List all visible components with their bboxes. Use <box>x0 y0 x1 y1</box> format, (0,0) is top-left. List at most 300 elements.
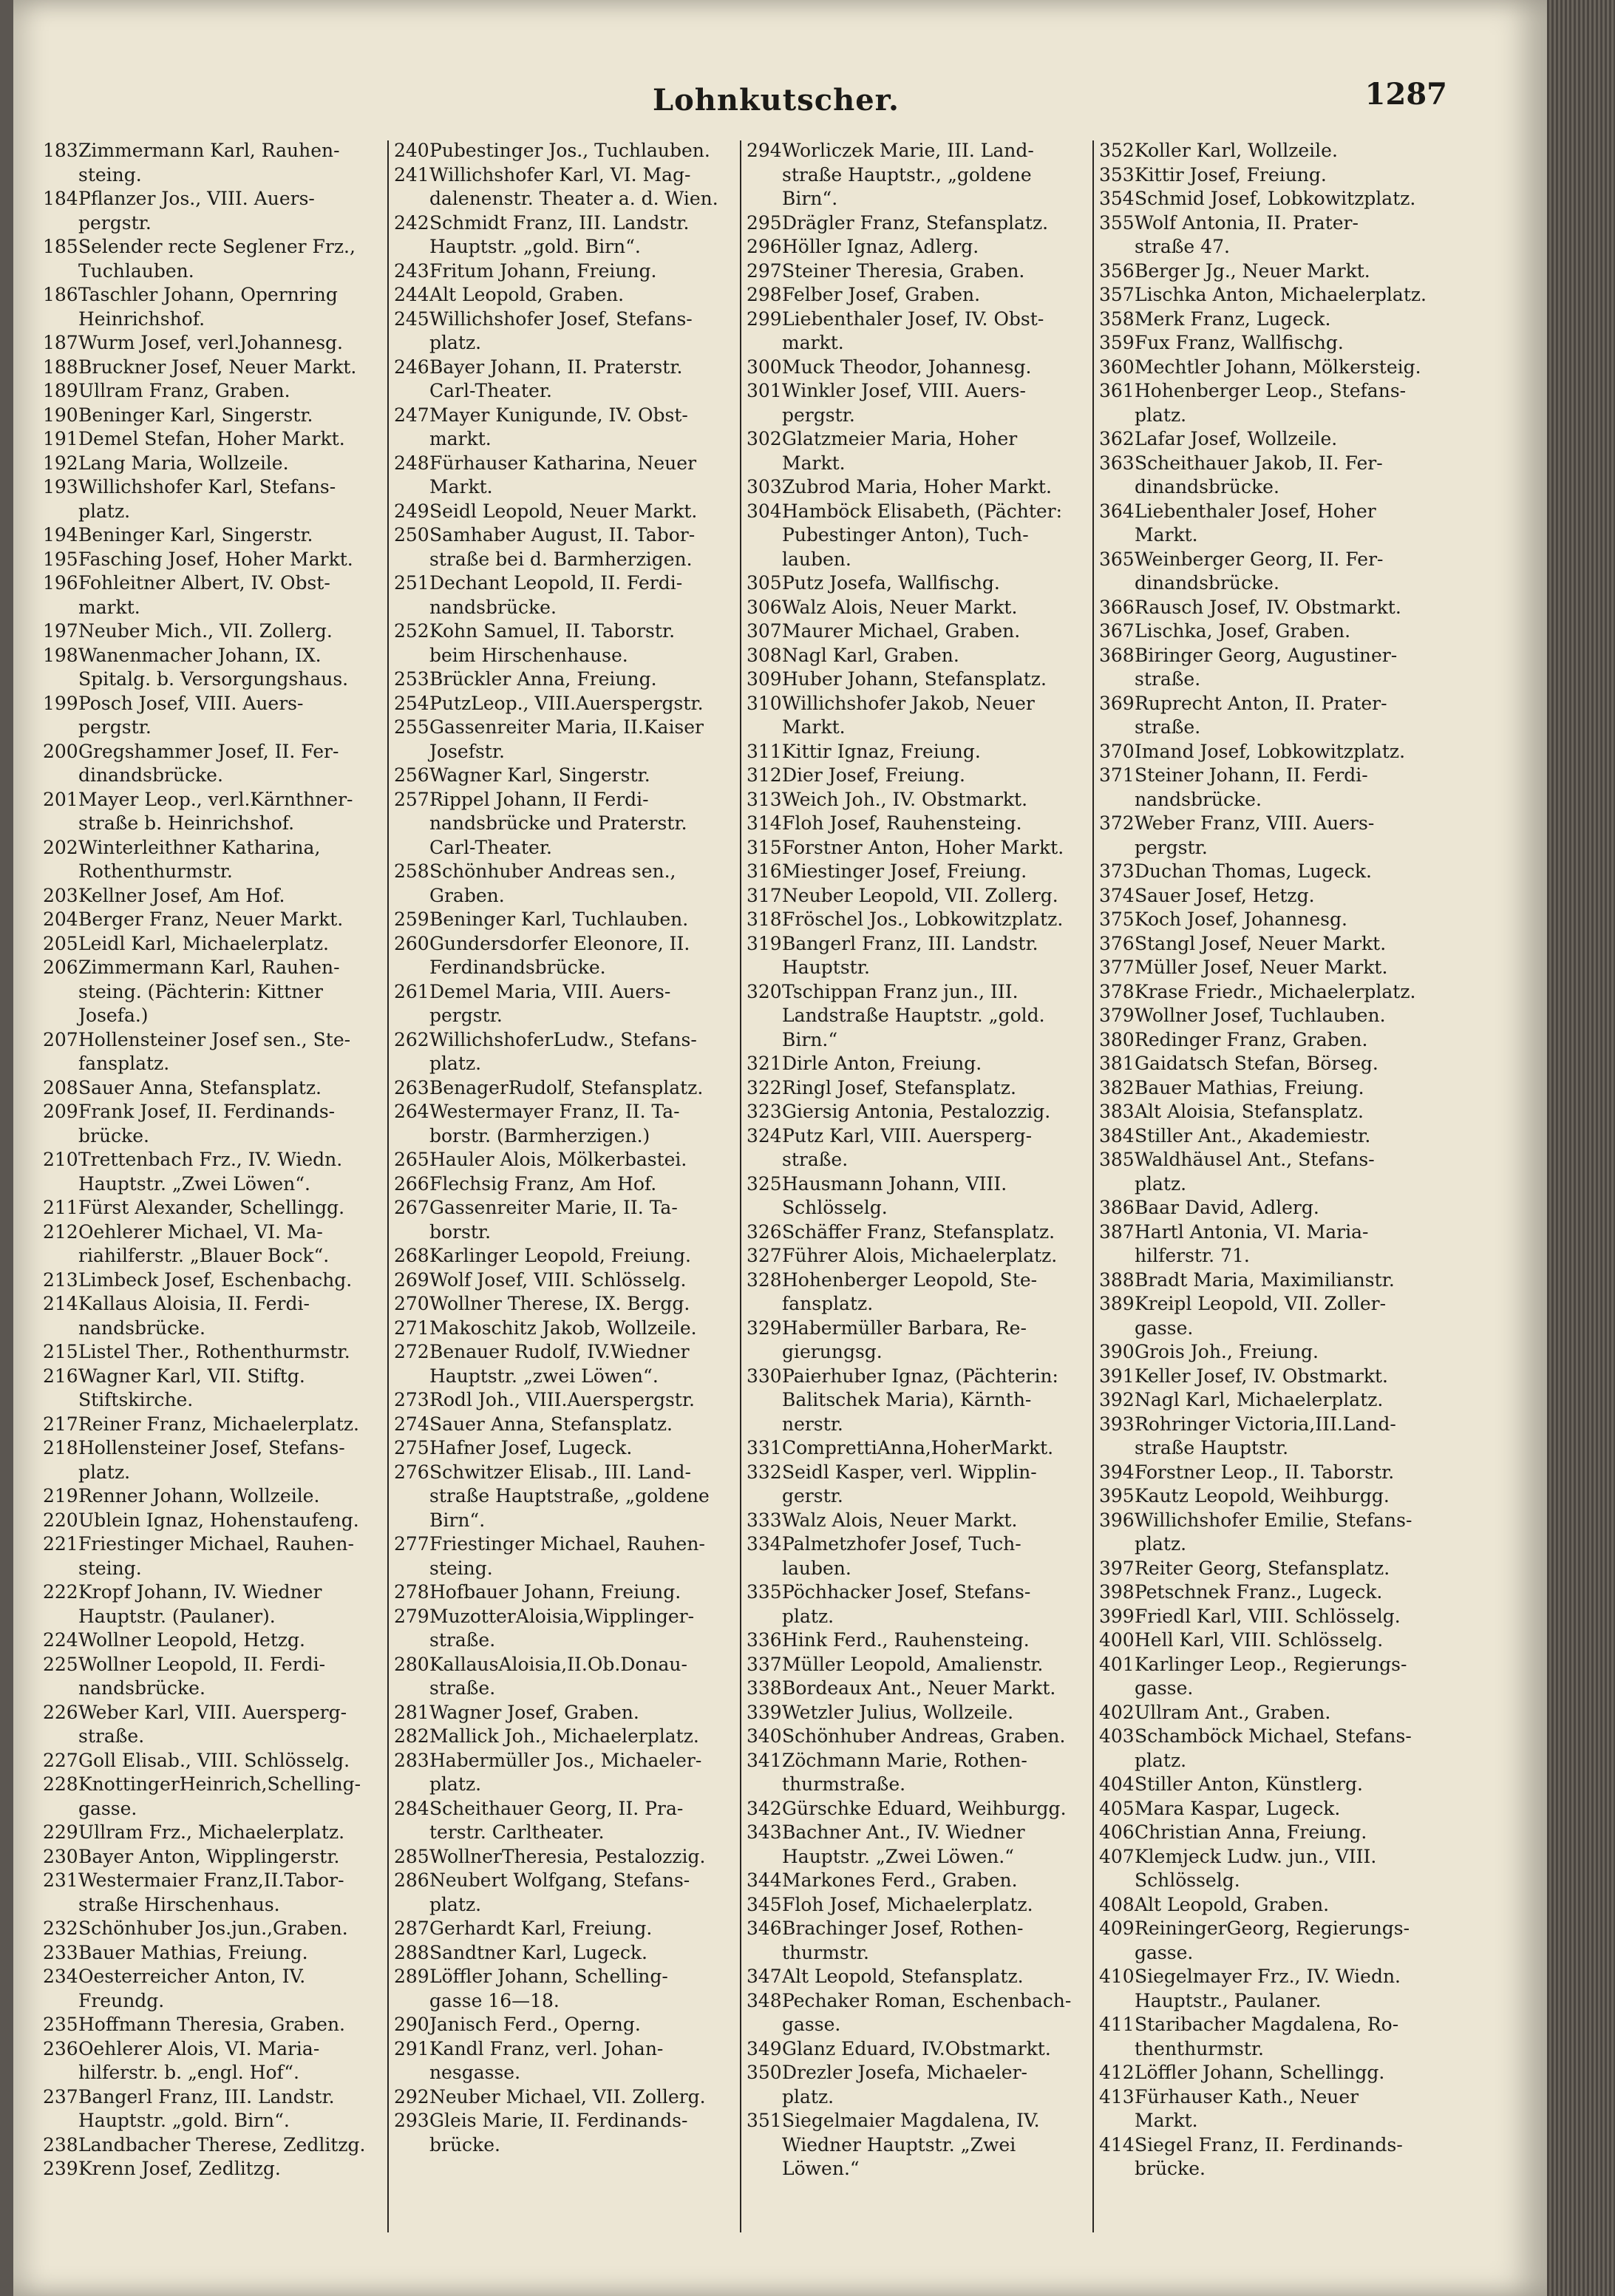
entry-line: Tschippan Franz jun., III. <box>782 980 1019 1002</box>
page-heading: Lohnkutscher. <box>653 83 900 118</box>
directory-entry <box>43 571 383 619</box>
entry-number: 304 <box>747 500 782 522</box>
entry-line: Birn“. <box>782 188 838 209</box>
directory-entry <box>394 2109 734 2157</box>
entry-line: Zimmermann Karl, Rauhen- <box>78 140 340 161</box>
entry-line: Siegel Franz, II. Ferdinands- <box>1135 2133 1403 2156</box>
directory-entry <box>43 1628 383 1653</box>
entry-text <box>1135 1821 1439 1845</box>
entry-line: Reiter Georg, Stefansplatz. <box>1135 1557 1390 1579</box>
entry-line: Carl-Theater. <box>429 380 553 401</box>
entry-number: 307 <box>747 620 782 642</box>
entry-text <box>429 283 734 308</box>
directory-entry <box>394 1388 734 1413</box>
entry-text <box>78 571 383 619</box>
entry-number: 264 <box>394 1101 429 1122</box>
directory-entry <box>43 139 383 187</box>
entry-line: Bangerl Franz, III. Landstr. <box>78 2085 335 2108</box>
entry-text <box>78 692 383 740</box>
entry-number: 251 <box>394 572 429 594</box>
directory-entry <box>747 1797 1087 1821</box>
entry-text <box>1135 283 1439 308</box>
entry-number: 196 <box>43 572 78 594</box>
entry-text <box>78 1821 383 1845</box>
entry-text <box>782 139 1087 211</box>
entry-line: markt. <box>78 596 140 618</box>
entry-line: gasse. <box>78 1797 137 1819</box>
directory-entry <box>1099 308 1439 332</box>
entry-line: Fürst Alexander, Schellingg. <box>78 1197 345 1218</box>
entry-number: 201 <box>43 788 78 810</box>
entry-line: Hofbauer Johann, Freiung. <box>429 1581 681 1603</box>
directory-entry <box>43 1773 383 1821</box>
entry-text <box>1135 1196 1439 1220</box>
entry-text <box>429 1076 734 1101</box>
entry-line: Weinberger Georg, II. Fer- <box>1135 548 1384 570</box>
entry-text <box>782 740 1087 764</box>
entry-line: Friestinger Michael, Rauhen- <box>78 1533 354 1555</box>
entry-line: Willichshofer Emilie, Stefans- <box>1135 1509 1412 1531</box>
entry-line: Selender recte Seglener Frz., <box>78 236 356 257</box>
entry-text <box>1135 1509 1439 1557</box>
entry-text <box>429 1436 734 1461</box>
entry-text <box>78 740 383 788</box>
entry-line: Liebenthaler Josef, Hoher <box>1135 500 1376 522</box>
entry-number: 298 <box>747 284 782 305</box>
entry-text <box>1135 1148 1439 1196</box>
directory-entry <box>394 860 734 908</box>
entry-number: 279 <box>394 1605 429 1627</box>
entry-line: lauben. <box>782 1557 851 1579</box>
entry-number: 238 <box>43 2133 78 2156</box>
entry-text <box>1135 1580 1439 1605</box>
directory-entry <box>1099 1725 1439 1773</box>
entry-line: Hollensteiner Josef sen., Ste- <box>78 1028 351 1050</box>
entry-line: Stiller Ant., Akademiestr. <box>1135 1124 1371 1147</box>
directory-entry <box>1099 1701 1439 1725</box>
entry-text <box>782 980 1087 1053</box>
entry-number: 312 <box>747 764 782 786</box>
entry-line: Forstner Leop., II. Taborstr. <box>1135 1461 1395 1483</box>
entry-number: 188 <box>43 356 78 378</box>
entry-number: 217 <box>43 1413 78 1435</box>
entry-line: KallausAloisia,II.Ob.Donau- <box>429 1653 687 1675</box>
entry-number: 310 <box>747 692 782 714</box>
directory-entry <box>43 1365 383 1413</box>
entry-text <box>1135 1653 1439 1701</box>
directory-entry <box>1099 331 1439 356</box>
entry-number: 194 <box>43 524 78 546</box>
directory-entry <box>1099 860 1439 884</box>
entry-line: Hink Ferd., Rauhensteing. <box>782 1629 1030 1651</box>
entry-line: Freundg. <box>78 1989 165 2011</box>
entry-line: Felber Josef, Graben. <box>782 284 981 305</box>
entry-text <box>429 1725 734 1749</box>
entry-line: Gregshammer Josef, II. Fer- <box>78 740 339 762</box>
entry-line: Wollner Leopold, II. Ferdi- <box>78 1653 326 1675</box>
entry-text <box>1135 1004 1439 1028</box>
directory-entry <box>747 668 1087 692</box>
entry-number: 239 <box>43 2158 78 2179</box>
entry-number: 209 <box>43 1101 78 1122</box>
directory-entry <box>43 427 383 452</box>
entry-number: 214 <box>43 1293 78 1314</box>
entry-text <box>1135 1365 1439 1389</box>
entry-number: 212 <box>43 1220 78 1243</box>
entry-line: Makoschitz Jakob, Wollzeile. <box>429 1317 697 1339</box>
directory-entry <box>1099 1292 1439 1340</box>
entry-text <box>78 283 383 331</box>
entry-number: 309 <box>747 668 782 690</box>
entry-text <box>78 1292 383 1340</box>
entry-text <box>429 1172 734 1197</box>
entry-text <box>429 1845 734 1869</box>
entry-text <box>78 932 383 957</box>
entry-line: Forstner Anton, Hoher Markt. <box>782 836 1064 858</box>
directory-entry <box>43 1701 383 1749</box>
entry-number: 364 <box>1099 500 1135 522</box>
entry-line: Gerhardt Karl, Freiung. <box>429 1918 653 1939</box>
entry-line: PutzLeop., VIII.Auerspergstr. <box>429 692 704 714</box>
directory-entry <box>43 475 383 523</box>
entry-line: Schmid Josef, Lobkowitzplatz. <box>1135 188 1416 209</box>
directory-entry <box>43 187 383 235</box>
directory-entry <box>394 404 734 452</box>
entry-line: Willichshofer Josef, Stefans- <box>429 308 693 330</box>
directory-entry <box>747 788 1087 812</box>
entry-number: 407 <box>1099 1845 1135 1867</box>
entry-number: 339 <box>747 1701 782 1723</box>
entry-line: Pubestinger Jos., Tuchlauben. <box>429 140 710 161</box>
entry-text <box>782 1821 1087 1869</box>
entry-text <box>78 644 383 692</box>
entry-text <box>78 404 383 428</box>
entry-number: 348 <box>747 1989 782 2011</box>
directory-entry <box>43 331 383 356</box>
entry-line: Gürschke Eduard, Weihburgg. <box>782 1797 1067 1819</box>
entry-line: Goll Elisab., VIII. Schlösselg. <box>78 1749 350 1771</box>
entry-line: Hauptstr., Paulaner. <box>1135 1989 1322 2011</box>
directory-entry <box>747 1580 1087 1628</box>
entry-line: BenagerRudolf, Stefansplatz. <box>429 1076 704 1098</box>
entry-text <box>429 356 734 404</box>
entry-number: 373 <box>1099 860 1135 882</box>
entry-text <box>429 860 734 908</box>
entry-number: 377 <box>1099 957 1135 978</box>
directory-entry <box>747 1821 1087 1869</box>
entry-number: 211 <box>43 1197 78 1218</box>
entry-number: 265 <box>394 1149 429 1170</box>
directory-entry <box>43 404 383 428</box>
entry-line: Dirle Anton, Freiung. <box>782 1053 982 1074</box>
entry-text <box>782 1749 1087 1797</box>
entry-text <box>78 1484 383 1509</box>
entry-line: platz. <box>429 1053 482 1074</box>
entry-text <box>78 1028 383 1076</box>
directory-entry <box>1099 1628 1439 1653</box>
entry-line: nesgasse. <box>429 2062 521 2083</box>
directory-entry <box>394 1869 734 1917</box>
entry-number: 313 <box>747 788 782 810</box>
directory-entry <box>747 2037 1087 2062</box>
entry-line: Ringl Josef, Stefansplatz. <box>782 1076 1016 1098</box>
entry-text <box>78 908 383 932</box>
directory-entry <box>394 1749 734 1797</box>
entry-number: 414 <box>1099 2133 1135 2156</box>
entry-number: 345 <box>747 1893 782 1915</box>
directory-entry <box>1099 1268 1439 1293</box>
entry-number: 236 <box>43 2037 78 2059</box>
entry-number: 221 <box>43 1533 78 1555</box>
directory-entry <box>394 1725 734 1749</box>
directory-entry <box>747 1628 1087 1653</box>
entry-line: Ullram Franz, Graben. <box>78 380 290 401</box>
entry-text <box>1135 331 1439 356</box>
directory-entry <box>1099 1917 1439 1965</box>
directory-entry <box>747 1076 1087 1101</box>
entry-line: fansplatz. <box>78 1053 170 1074</box>
entry-line: gasse 16—18. <box>429 1989 560 2011</box>
directory-entry <box>394 1196 734 1244</box>
directory-entry <box>747 2061 1087 2109</box>
entry-number: 267 <box>394 1197 429 1218</box>
entry-text <box>429 1965 734 2013</box>
directory-entry <box>43 1749 383 1773</box>
entry-number: 325 <box>747 1172 782 1195</box>
entry-number: 383 <box>1099 1101 1135 1122</box>
entry-number: 362 <box>1099 428 1135 449</box>
entry-line: Berger Franz, Neuer Markt. <box>78 908 344 930</box>
entry-line: Tuchlauben. <box>78 259 194 282</box>
entry-text <box>429 1292 734 1317</box>
entry-line: Bordeaux Ant., Neuer Markt. <box>782 1677 1056 1699</box>
directory-entry <box>43 1340 383 1365</box>
entry-line: beim Hirschenhause. <box>429 644 628 666</box>
entry-text <box>782 1076 1087 1101</box>
directory-entry <box>747 1317 1087 1365</box>
entry-line: Scheithauer Jakob, II. Fer- <box>1135 452 1383 474</box>
entry-line: Hauptstr. „zwei Löwen“. <box>429 1365 659 1387</box>
entry-line: Willichshofer Jakob, Neuer <box>782 692 1035 714</box>
entry-line: gierungsg. <box>782 1341 883 1362</box>
entry-text <box>782 1436 1087 1461</box>
entry-text <box>1135 1388 1439 1413</box>
directory-entry <box>43 235 383 283</box>
entry-text <box>1135 500 1439 548</box>
entry-line: platz. <box>782 1605 834 1627</box>
directory-entry <box>394 1461 734 1533</box>
entry-line: Hauptstr. „gold. Birn“. <box>78 2110 290 2131</box>
entry-text <box>429 500 734 524</box>
entry-number: 315 <box>747 836 782 858</box>
entry-line: pergstr. <box>78 211 152 234</box>
column-divider <box>740 140 741 2232</box>
entry-line: Schönhuber Andreas, Graben. <box>782 1725 1066 1747</box>
entry-line: Listel Ther., Rothenthurmstr. <box>78 1341 350 1362</box>
entry-number: 213 <box>43 1268 78 1291</box>
entry-line: Biringer Georg, Augustiner- <box>1135 644 1398 666</box>
directory-entry <box>394 932 734 980</box>
entry-line: Muck Theodor, Johannesg. <box>782 356 1032 378</box>
entry-line: Mayer Leop., verl.Kärnthner- <box>78 788 353 810</box>
entry-line: Brückler Anna, Freiung. <box>429 668 657 690</box>
entry-line: gerstr. <box>782 1485 843 1507</box>
entry-number: 409 <box>1099 1918 1135 1939</box>
entry-line: Schamböck Michael, Stefans- <box>1135 1725 1412 1747</box>
entry-number: 360 <box>1099 356 1135 378</box>
entry-text <box>782 571 1087 596</box>
entry-number: 331 <box>747 1437 782 1458</box>
entry-line: Reiner Franz, Michaelerplatz. <box>78 1413 359 1435</box>
entry-line: Ullram Ant., Graben. <box>1135 1701 1331 1723</box>
entry-line: Heinrichshof. <box>78 308 205 330</box>
entry-line: Leidl Karl, Michaelerplatz. <box>78 932 329 954</box>
entry-line: brücke. <box>78 1124 149 1147</box>
entry-line: nandsbrücke. <box>78 1317 205 1339</box>
entry-number: 291 <box>394 2037 429 2059</box>
directory-entry <box>43 1532 383 1580</box>
entry-line: hilferstr. b. „engl. Hof“. <box>78 2062 299 2083</box>
entry-number: 273 <box>394 1389 429 1410</box>
entry-text <box>78 331 383 356</box>
entry-text <box>1135 956 1439 980</box>
entry-line: Neubert Wolfgang, Stefans- <box>429 1869 690 1891</box>
entry-text <box>429 139 734 163</box>
entry-number: 384 <box>1099 1124 1135 1147</box>
directory-entry <box>1099 1845 1439 1893</box>
entry-line: Balitschek Maria), Kärnth- <box>782 1389 1032 1410</box>
entry-line: Gundersdorfer Eleonore, II. <box>429 932 690 954</box>
entry-number: 287 <box>394 1918 429 1939</box>
entry-text <box>429 1317 734 1341</box>
directory-entry <box>394 980 734 1028</box>
entry-line: gasse. <box>1135 1677 1194 1699</box>
entry-line: Winkler Josef, VIII. Auers- <box>782 380 1026 401</box>
directory-entry <box>747 1917 1087 1965</box>
directory-entry <box>747 644 1087 668</box>
entry-text <box>78 2013 383 2037</box>
entry-line: Löffler Johann, Schellingg. <box>1135 2062 1385 2083</box>
entry-text <box>1135 308 1439 332</box>
entry-line: brücke. <box>429 2133 500 2156</box>
entry-number: 385 <box>1099 1149 1135 1170</box>
entry-line: straße. <box>429 1629 496 1651</box>
directory-entry <box>747 932 1087 980</box>
entry-text <box>1135 1893 1439 1918</box>
entry-number: 268 <box>394 1245 429 1266</box>
directory-entry <box>747 1989 1087 2037</box>
directory-entry <box>43 956 383 1028</box>
entry-number: 386 <box>1099 1197 1135 1218</box>
entry-line: Schäffer Franz, Stefansplatz. <box>782 1220 1055 1243</box>
entry-number: 371 <box>1099 764 1135 786</box>
entry-line: Friedl Karl, VIII. Schlösselg. <box>1135 1605 1401 1627</box>
entry-number: 193 <box>43 476 78 497</box>
entry-text <box>78 187 383 235</box>
directory-column-2 <box>394 139 734 2157</box>
entry-line: Benauer Rudolf, IV.Wiedner <box>429 1341 690 1362</box>
page-number: 1287 <box>1364 77 1447 112</box>
directory-entry <box>1099 884 1439 908</box>
directory-entry <box>43 1028 383 1076</box>
directory-entry <box>394 139 734 163</box>
entry-text <box>1135 1220 1439 1268</box>
entry-number: 189 <box>43 380 78 401</box>
entry-text <box>782 1532 1087 1580</box>
entry-number: 269 <box>394 1268 429 1291</box>
directory-entry <box>1099 2085 1439 2133</box>
directory-entry <box>1099 596 1439 620</box>
entry-line: Limbeck Josef, Eschenbachg. <box>78 1268 353 1291</box>
directory-entry <box>747 836 1087 860</box>
entry-number: 243 <box>394 259 429 282</box>
entry-text <box>429 668 734 692</box>
directory-entry <box>43 1076 383 1101</box>
entry-number: 241 <box>394 163 429 186</box>
entry-line: Staribacher Magdalena, Ro- <box>1135 2014 1399 2035</box>
entry-line: steing. <box>429 1557 493 1579</box>
entry-line: platz. <box>1135 1749 1187 1771</box>
entry-number: 293 <box>394 2110 429 2131</box>
entry-text <box>782 2109 1087 2181</box>
entry-text <box>1135 1340 1439 1365</box>
entry-line: nandsbrücke und Praterstr. <box>429 812 687 834</box>
entry-text <box>782 619 1087 644</box>
entry-number: 240 <box>394 140 429 161</box>
entry-text <box>429 1148 734 1172</box>
directory-entry <box>43 1268 383 1293</box>
directory-entry <box>747 259 1087 284</box>
directory-entry <box>43 1196 383 1220</box>
directory-entry <box>394 619 734 668</box>
entry-number: 219 <box>43 1485 78 1507</box>
directory-entry <box>43 2085 383 2133</box>
directory-entry <box>394 1580 734 1605</box>
entry-line: nandsbrücke. <box>429 596 557 618</box>
directory-entry <box>747 356 1087 380</box>
entry-text <box>782 1220 1087 1245</box>
entry-text <box>429 1941 734 1966</box>
entry-text <box>1135 884 1439 908</box>
entry-line: Hohenberger Leop., Stefans- <box>1135 380 1407 401</box>
entry-line: Bangerl Franz, III. Landstr. <box>782 932 1038 954</box>
entry-line: Landbacher Therese, Zedlitzg. <box>78 2133 366 2156</box>
entry-line: Grois Joh., Freiung. <box>1135 1341 1319 1362</box>
entry-number: 296 <box>747 236 782 257</box>
entry-text <box>1135 187 1439 211</box>
directory-entry <box>394 1340 734 1388</box>
directory-entry <box>394 283 734 308</box>
entry-text <box>78 2037 383 2085</box>
directory-entry <box>394 2085 734 2110</box>
entry-line: platz. <box>429 1773 482 1795</box>
directory-entry <box>43 2157 383 2181</box>
entry-text <box>429 2085 734 2110</box>
entry-line: Schlösselg. <box>782 1197 888 1218</box>
directory-entry <box>1099 619 1439 644</box>
entry-line: Putz Karl, VIII. Auersperg- <box>782 1124 1033 1147</box>
entry-number: 190 <box>43 404 78 426</box>
entry-text <box>1135 356 1439 380</box>
entry-line: Beninger Karl, Singerstr. <box>78 524 313 546</box>
entry-line: Fürhauser Kath., Neuer <box>1135 2085 1359 2108</box>
entry-line: Trettenbach Frz., IV. Wiedn. <box>78 1149 343 1170</box>
entry-number: 199 <box>43 692 78 714</box>
entry-line: Karlinger Leop., Regierungs- <box>1135 1653 1407 1675</box>
entry-text <box>782 235 1087 259</box>
directory-entry <box>1099 259 1439 284</box>
entry-number: 338 <box>747 1677 782 1699</box>
